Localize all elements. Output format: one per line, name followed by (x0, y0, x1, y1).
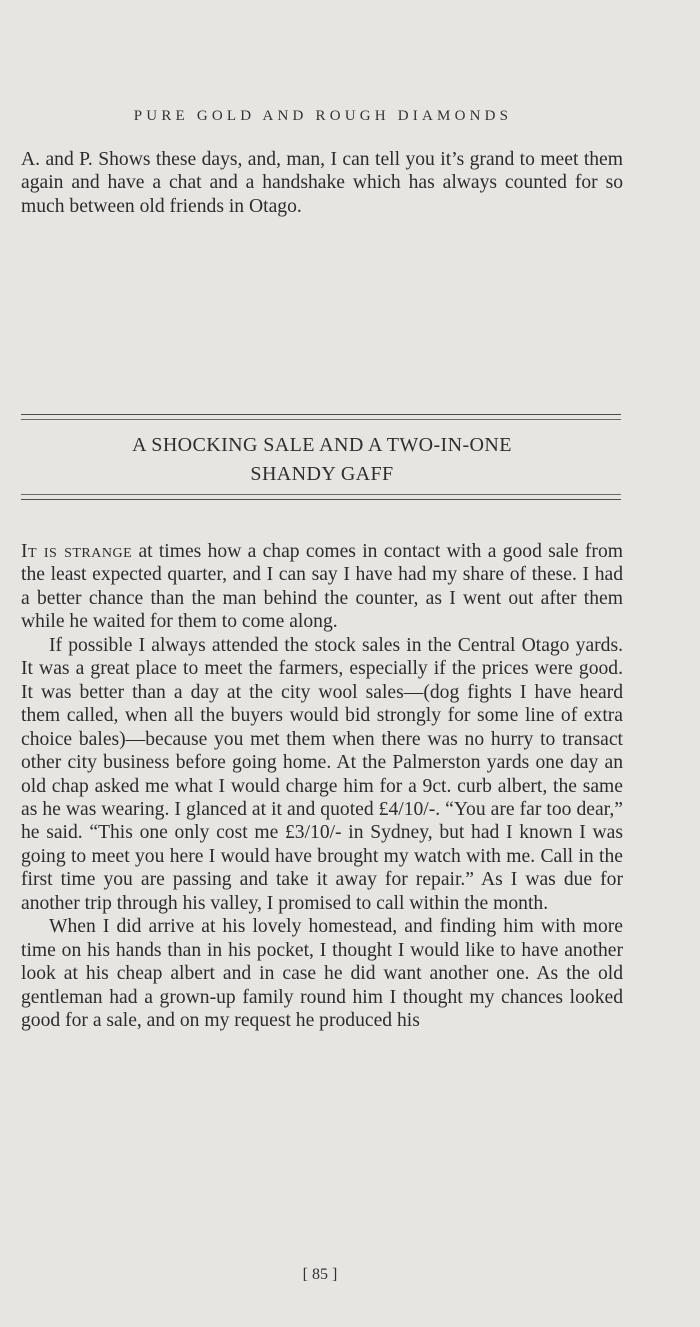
bottom-rule-thick (21, 499, 621, 500)
paragraph-text: A. and P. Shows these days, and, man, I can tell you it’s grand to meet them again and have a chat and a handshake which has always counted for so much between old friends in Otago. (21, 149, 623, 217)
chapter-title-line-2: SHANDY GAFF (250, 463, 394, 485)
bottom-rule-thin (21, 494, 621, 495)
running-head: PURE GOLD AND ROUGH DIAMONDS (133, 108, 513, 124)
continued-paragraph (21, 148, 623, 218)
top-rule-thick (21, 414, 621, 415)
body-paragraph-1 (21, 540, 623, 634)
page-number: [ 85 ] (302, 1266, 338, 1283)
chapter-title (21, 431, 623, 489)
chapter-title-line-1: A SHOCKING SALE AND A TWO-IN-ONE (132, 434, 512, 456)
body-paragraph-1-text: at times how a chap comes in contact with a good sale from the least expected quarter, and I can say I have had my share of these. I had a better chance than the man behind the counter, as I went out after them while he waited for them to come along. (21, 541, 623, 633)
chapter-body (21, 540, 623, 1033)
small-caps-lead: It is strange (21, 541, 133, 562)
top-rule-thin (21, 419, 621, 420)
body-paragraph-2: If possible I always attended the stock sales in the Central Otago yards. It was a great place to meet the farmers, especially if the prices were good. It was better than a day at the city wool sales—(dog fights I have heard them called, when all the buyers would bid strongly for some line of extra choice bales)—because you met them when there was no hurry to transact other city business before going home. At the Palmerston yards one day an old chap asked me what I would charge him for a 9ct. curb albert, the same as he was wearing. I glanced at it and quoted £4/10/-. “You are far too dear,” he said. “This one only cost me £3/10/- in Sydney, but had I known I was going to meet you here I would have brought my watch with me. Call in the first time you are passing and take it away for repair.” As I was due for another trip through his valley, I promised to call within the month. (21, 634, 623, 914)
body-paragraph-3: When I did arrive at his lovely homestead, and finding him with more time on his hands than in his pocket, I thought I would like to have another look at his cheap albert and in case he did want another one. As the old gentleman had a grown-up family round him I thought my chances looked good for a sale, and on my request he produced his (21, 916, 623, 1032)
